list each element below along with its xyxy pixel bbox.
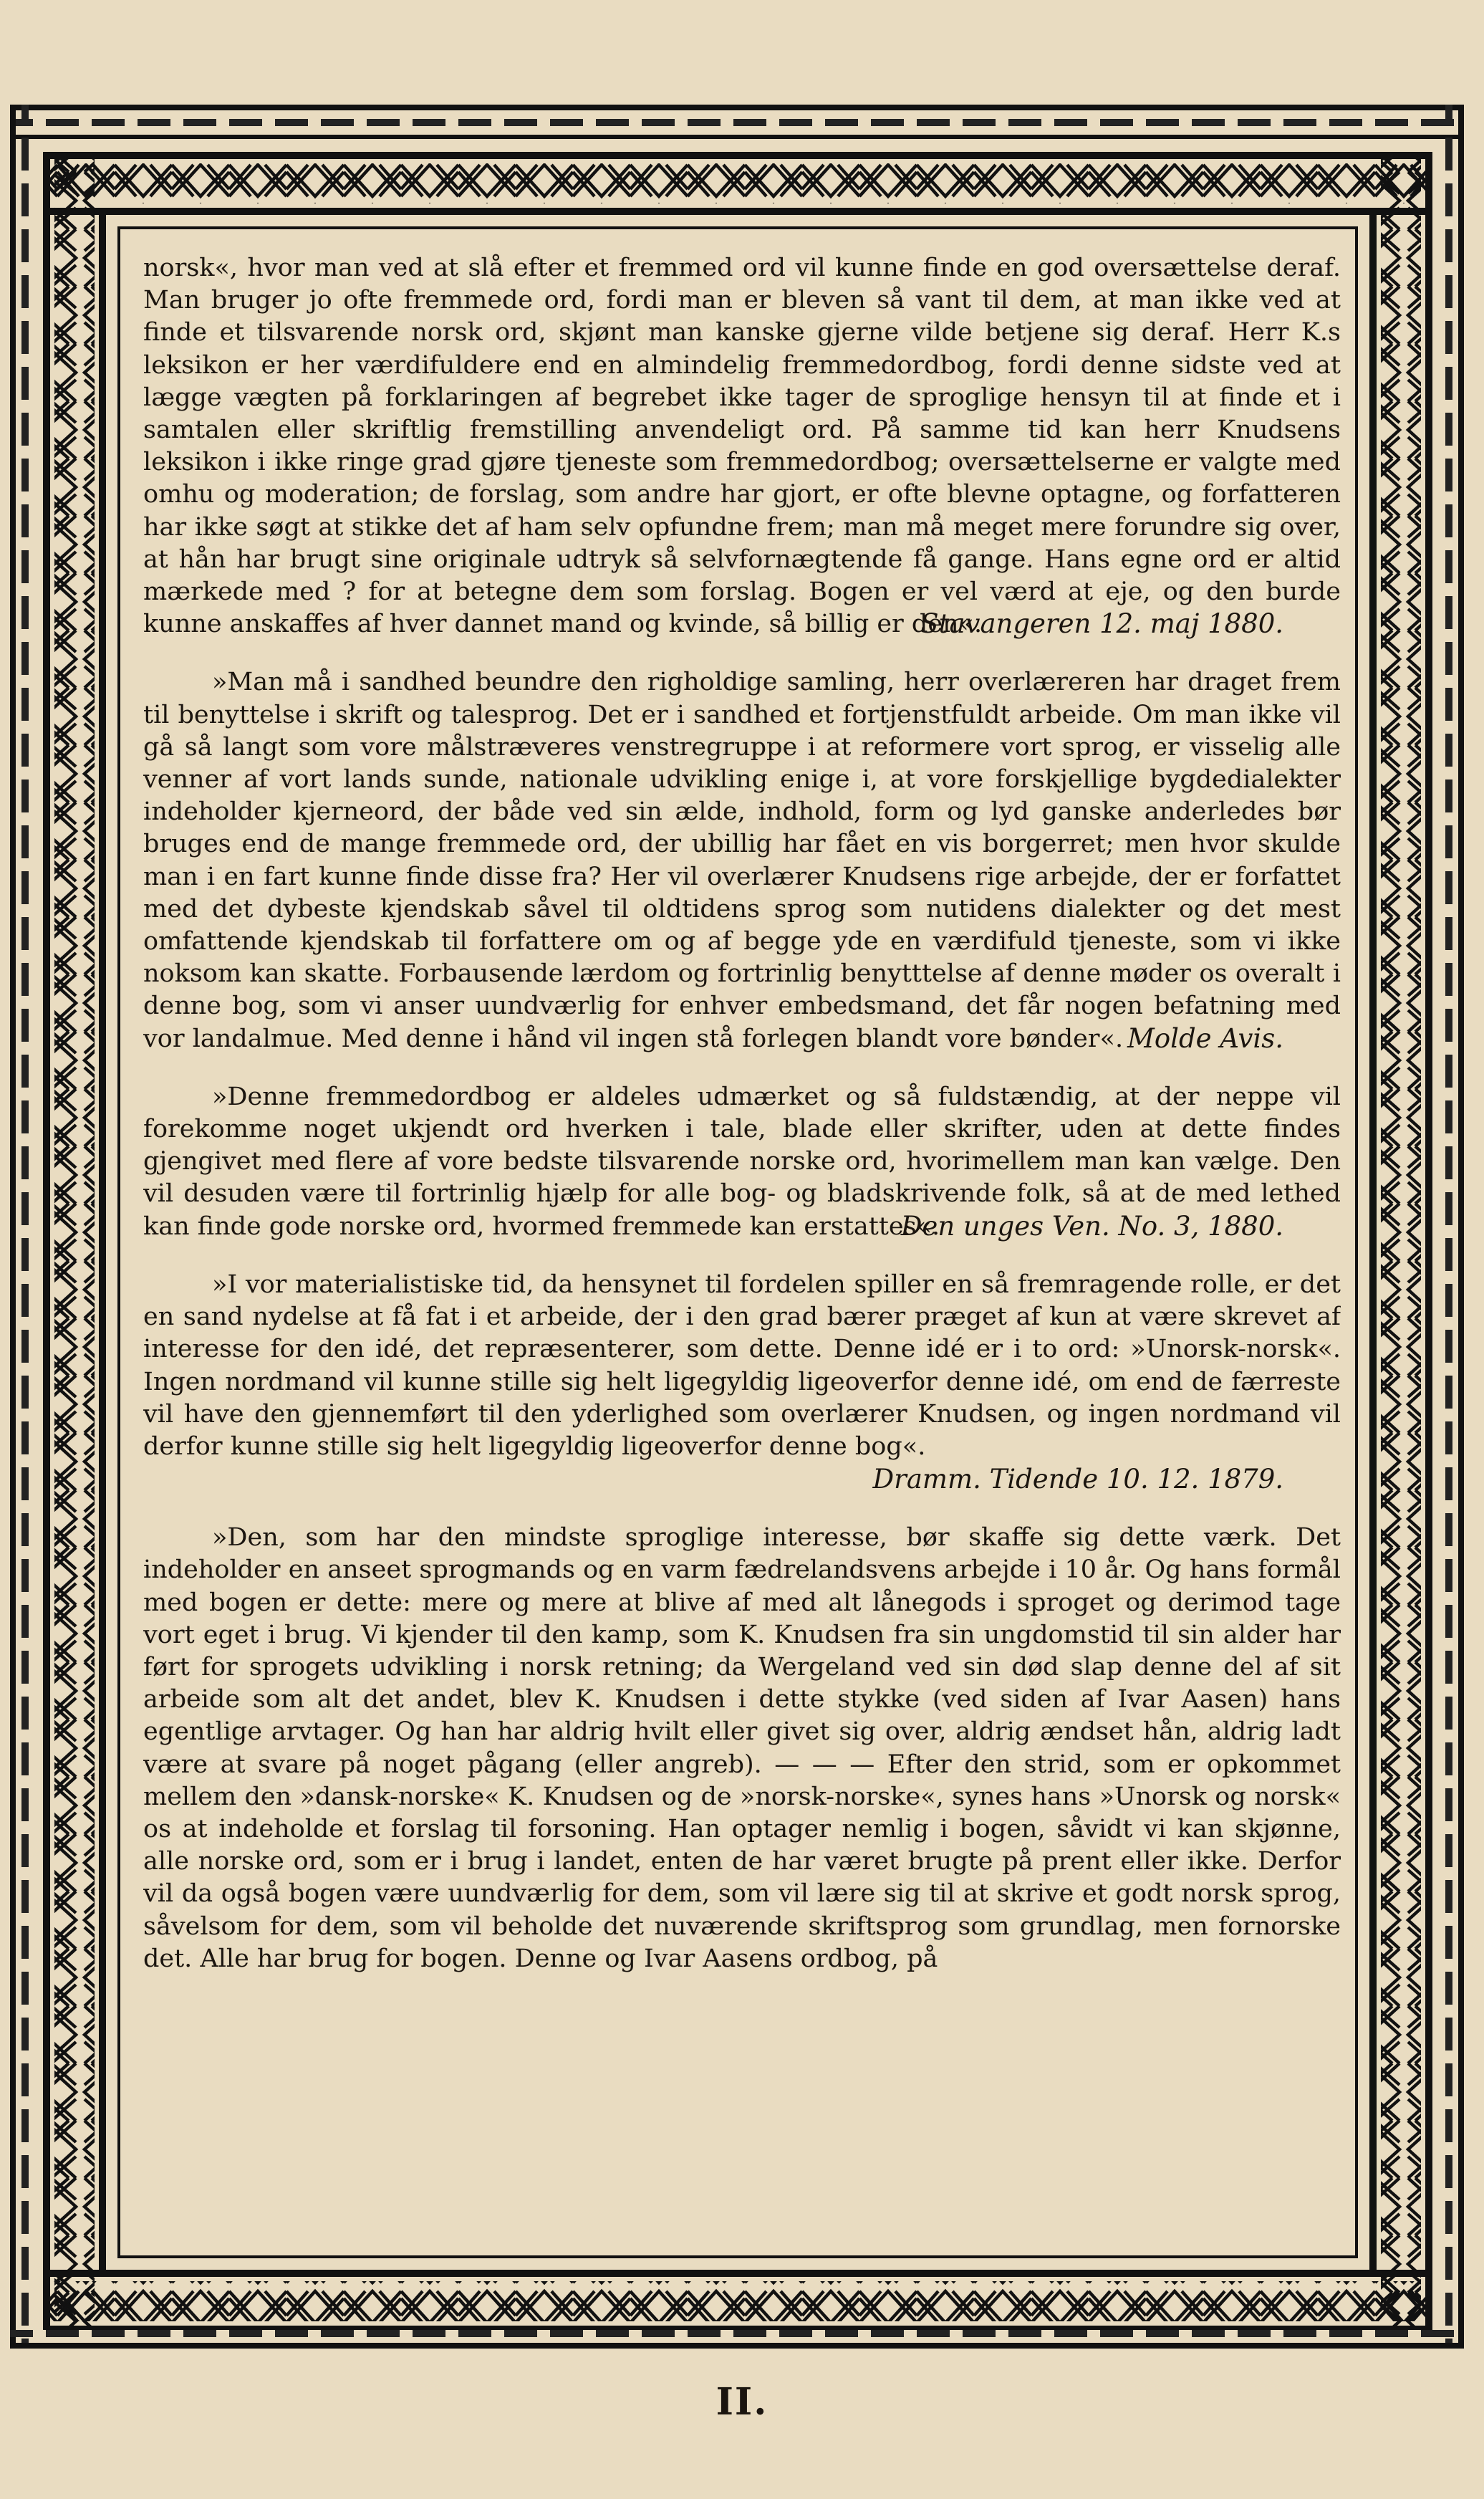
quote-source: Den unges Ven. No. 3, 1880. (900, 1210, 1283, 1242)
quote-unattributed (143, 1522, 1341, 1975)
quote-text: norsk«, hvor man ved at slå efter et fremmed ord vil kunne finde en god oversættelse deraf. Man bruger jo ofte fremmede ord, fordi man er bleven så vant til dem, at man ikke ved at finde et tilsvarende norsk ord, skjønt man kanske gjerne vilde betjene sig deraf. Herr K.s leksikon er her værdifuldere end en almindelig fremmedordbog, fordi denne sidste ved at lægge vægten på forklaringen af begrebet ikke tager de sproglige hensyn til at finde et i samtalen eller skriftlig fremstilling anvendeligt ord. På samme tid kan herr Knudsens leksikon i ikke ringe grad gjøre tjeneste som fremmedordbog; oversættelserne er valgte med omhu og moderation; de forslag, som andre har gjort, er ofte blevne optagne, og forfatteren har ikke søgt at stikke det af ham selv opfundne frem; man må meget mere forundre sig over, at hån har brugt sine originale udtryk så selvfornægtende få gange. Hans egne ord er altid mærkede med ? for at betegne dem som forslag. Bogen er vel værd at eje, og den burde kunne anskaffes af hver dannet mand og kvinde, så billig er den«. (143, 254, 1341, 639)
quote-text: »Man må i sandhed beundre den righoldige samling, herr overlæreren har draget frem til benyttelse i skrift og talesprog. Det er i sandhed et fortjenstfuldt arbeide. Om man ikke vil gå så langt som vore målstræveres venstregruppe i at reformere vort sprog, er visselig alle venner af vort lands sunde, nationale udvikling enige i, at vore forskjellige bygdedialekter indeholder kjerneord, der både ved sin ælde, indhold, form og lyd ganske anderledes bør bruges end de mange fremmede ord, der ubillig har fået en vis borgerret; men hvor skulde man i en fart kunne finde disse fra? Her vil overlærer Knudsens rige arbejde, der er forfattet med det dybeste kjendskab såvel til oldtidens sprog som nutidens dialekter og det mest omfattende kjendskab til forfattere om og af begge yde en værdifuld tjeneste, som vi ikke noksom kan skatte. Forbausende lærdom og fortrinlig benytttelse af denne møder os overalt i denne bog, som vi anser uundværlig for enhver embedsmand, det får nogen befatning med vor landalmue. Med denne i hånd vil ingen stå forlegen blandt vore bønder«. (143, 668, 1341, 1053)
quote-text: »Den, som har den mindste sproglige interesse, bør skaffe sig dette værk. Det indeholder en anseet sprogmands og en varm fædrelandsvens arbejde i 10 år. Og hans formål med bogen er dette: mere og mere at blive af med alt lånegods i sproget og derimod tage vort eget i brug. Vi kjender til den kamp, som K. Knudsen fra sin ungdomstid til sin alder har ført for sprogets udvikling i norsk retning; da Wergeland ved sin død slap denne del af sit arbeide som alt det andet, blev K. Knudsen i dette stykke (ved siden af Ivar Aasen) hans egentlige arvtager. Og han har aldrig hvilt eller givet sig over, aldrig ændset hån, aldrig ladt være at svare på noget pågang (eller angreb). — — — Efter den strid, som er opkommet mellem den »dansk-norske« K. Knudsen og de »norsk-norske«, synes hans »Unorsk og norsk« os at indeholde et forslag til forsoning. Han optager nemlig i bogen, såvidt vi kan skjønne, alle norske ord, som er i brug i landet, enten de har været brugte på prent eller ikke. Derfor vil da også bogen være uundværlig for dem, som vil lære sig til at skrive et godt norsk sprog, såvelsom for dem, som vil beholde det nuværende skriftsprog som grundlag, men fornorske det. Alle har brug for bogen. Denne og Ivar Aasens ordbog, på (143, 1523, 1341, 1973)
page-text (143, 252, 1341, 2264)
quote-source: Molde Avis. (1127, 1022, 1283, 1054)
quote-stavangeren (143, 252, 1341, 641)
quote-drammens-tidende (143, 1269, 1341, 1496)
quote-source: Dramm. Tidende 10. 12. 1879. (872, 1464, 1283, 1495)
quote-text: »Denne fremmedordbog er aldeles udmærket og så fuldstændig, at der neppe vil forekomme noget ukjendt ord hverken i tale, blade eller skrifter, uden at dette findes gjengivet med flere af vore bedste tilsvarende norske ord, hvorimellem man kan vælge. Den vil desuden være til fortrinlig hjælp for alle bog- og bladskrivende folk, så at de med lethed kan finde gode norske ord, hvormed fremmede kan erstattes«. (143, 1082, 1341, 1241)
quote-text: »I vor materialistiske tid, da hensynet til fordelen spiller en så fremragende rolle, er det en sand nydelse at få fat i et arbeide, der i den grad bærer præget af kun at være skrevet af interesse for den idé, det repræsenterer, som dette. Denne idé er i to ord: »Unorsk-norsk«. Ingen nordmand vil kunne stille sig helt ligegyldig ligeoverfor denne idé, om end de færreste vil have den gjennemført til den yderlighed som overlærer Knudsen, og ingen nordmand vil derfor kunne stille sig helt ligegyldig ligeoverfor denne bog«. (143, 1270, 1341, 1461)
quote-source: Stavangeren 12. maj 1880. (920, 608, 1283, 640)
quote-molde-avis (143, 666, 1341, 1055)
quote-den-unges-ven (143, 1081, 1341, 1243)
page-number: II. (716, 2380, 768, 2424)
